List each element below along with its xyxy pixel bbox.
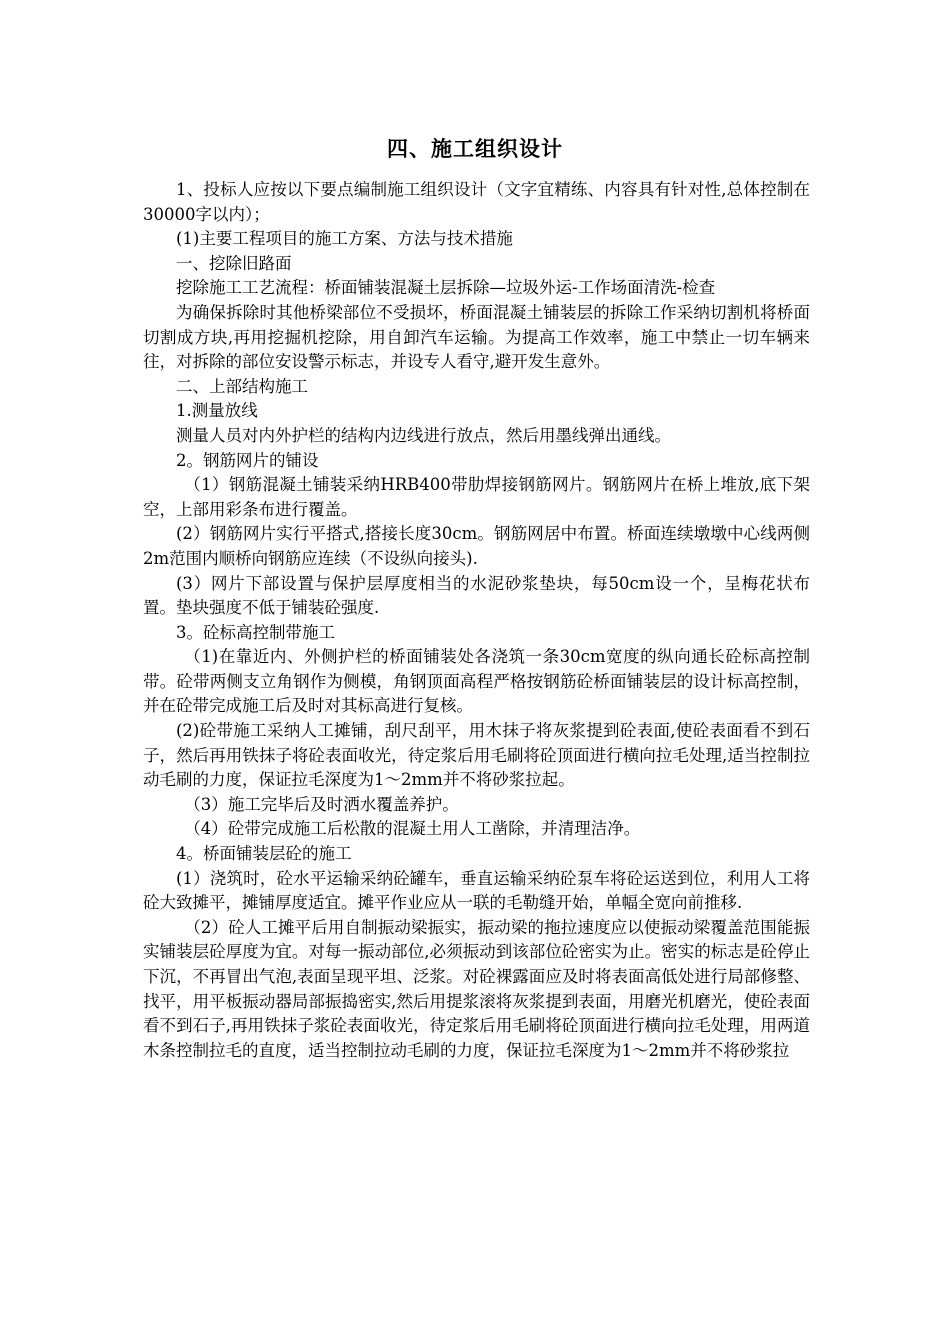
paragraph-14: （2）砼人工摊平后用自制振动梁振实，振动梁的拖拉速度应以使振动梁覆盖范围能振实铺装层砼厚度为宜。对每一振动部位,必须振动到该部位砼密实为止。密实的标志是砼停止下沉，不再冒出气泡,表面呈现平坦、泛浆。对砼裸露面应及时将表面高低处进行局部修整、找平，用平板振动器局部振捣密实,然后用提浆滚将灰浆提到表面，用磨光机磨光，使砼表面看不到石子,再用铁抹子浆砼表面收光，待定浆后用毛刷将砼顶面进行横向拉毛处理，用两道木条控制拉毛的直度，适当控制拉动毛刷的力度，保证拉毛深度为1～2mm并不将砂浆拉 bbox=[143, 917, 810, 1060]
paragraph-9: （1)在靠近内、外侧护栏的桥面铺装处各浇筑一条30cm宽度的纵向通长砼标高控制带。砼带两侧支立角钢作为侧模，角钢顶面高程严格按钢筋砼桥面铺装层的设计标高控制，并在砼带完成施工后及时对其标高进行复核。 bbox=[143, 647, 810, 716]
paragraph-1: 1、投标人应按以下要点编制施工组织设计（文字宜精练、内容具有针对性,总体控制在30000字以内）； bbox=[143, 180, 810, 224]
subheading-2: 2。钢筋网片的铺设 bbox=[176, 450, 319, 470]
paragraph-4: 为确保拆除时其他桥梁部位不受损坏，桥面混凝土铺装层的拆除工作采纳切割机将桥面切割成方块,再用挖掘机挖除，用自卸汽车运输。为提高工作效率，施工中禁止一切车辆来往，对拆除的部位安设警示标志，并设专人看守,避开发生意外。 bbox=[143, 302, 810, 372]
paragraph-10: (2)砼带施工采纳人工摊铺，刮尺刮平，用木抹子将灰浆提到砼表面,使砼表面看不到石子，然后再用铁抹子将砼表面收光，待定浆后用毛刷将砼顶面进行横向拉毛处理,适当控制拉动毛刷的力度，保证拉毛深度为1～2mm并不将砂浆拉起。 bbox=[143, 721, 810, 790]
body-text bbox=[143, 178, 810, 1063]
paragraph-11: （3）施工完毕后及时洒水覆盖养护。 bbox=[184, 794, 459, 814]
paragraph-2: (1)主要工程项目的施工方案、方法与技术措施 bbox=[176, 229, 513, 249]
section-heading-2: 二、上部结构施工 bbox=[176, 376, 308, 396]
paragraph-3: 挖除施工工艺流程：桥面铺装混凝土层拆除—垃圾外运-工作场面清洗-检查 bbox=[176, 278, 716, 298]
subheading-1: 1.测量放线 bbox=[176, 401, 258, 421]
paragraph-6: （1）钢筋混凝土铺装采纳HRB400带肋焊接钢筋网片。钢筋网片在桥上堆放,底下架空，上部用彩条布进行覆盖。 bbox=[143, 475, 810, 519]
paragraph-7: (2）钢筋网片实行平搭式,搭接长度30cm。钢筋网居中布置。桥面连续墩墩中心线两侧2m范围内顺桥向钢筋应连续（不设纵向接头). bbox=[143, 524, 810, 568]
page-title: 四、施工组织设计 bbox=[387, 136, 563, 161]
paragraph-5: 测量人员对内外护栏的结构内边线进行放点，然后用墨线弹出通线。 bbox=[176, 425, 671, 445]
paragraph-12: （4）砼带完成施工后松散的混凝土用人工凿除，并清理洁净。 bbox=[184, 819, 641, 839]
subheading-4: 4。桥面铺装层砼的施工 bbox=[176, 844, 352, 864]
section-heading-1: 一、挖除旧路面 bbox=[176, 253, 292, 273]
paragraph-8: (3）网片下部设置与保护层厚度相当的水泥砂浆垫块，每50cm设一个，呈梅花状布置。垫块强度不低于铺装砼强度. bbox=[143, 573, 810, 618]
subheading-3: 3。砼标高控制带施工 bbox=[176, 622, 335, 642]
paragraph-13: (1）浇筑时，砼水平运输采纳砼罐车，垂直运输采纳砼泵车将砼运送到位，利用人工将砼大致摊平，摊铺厚度适宜。摊平作业应从一联的毛勒缝开始，单幅全宽向前推移. bbox=[143, 868, 810, 913]
